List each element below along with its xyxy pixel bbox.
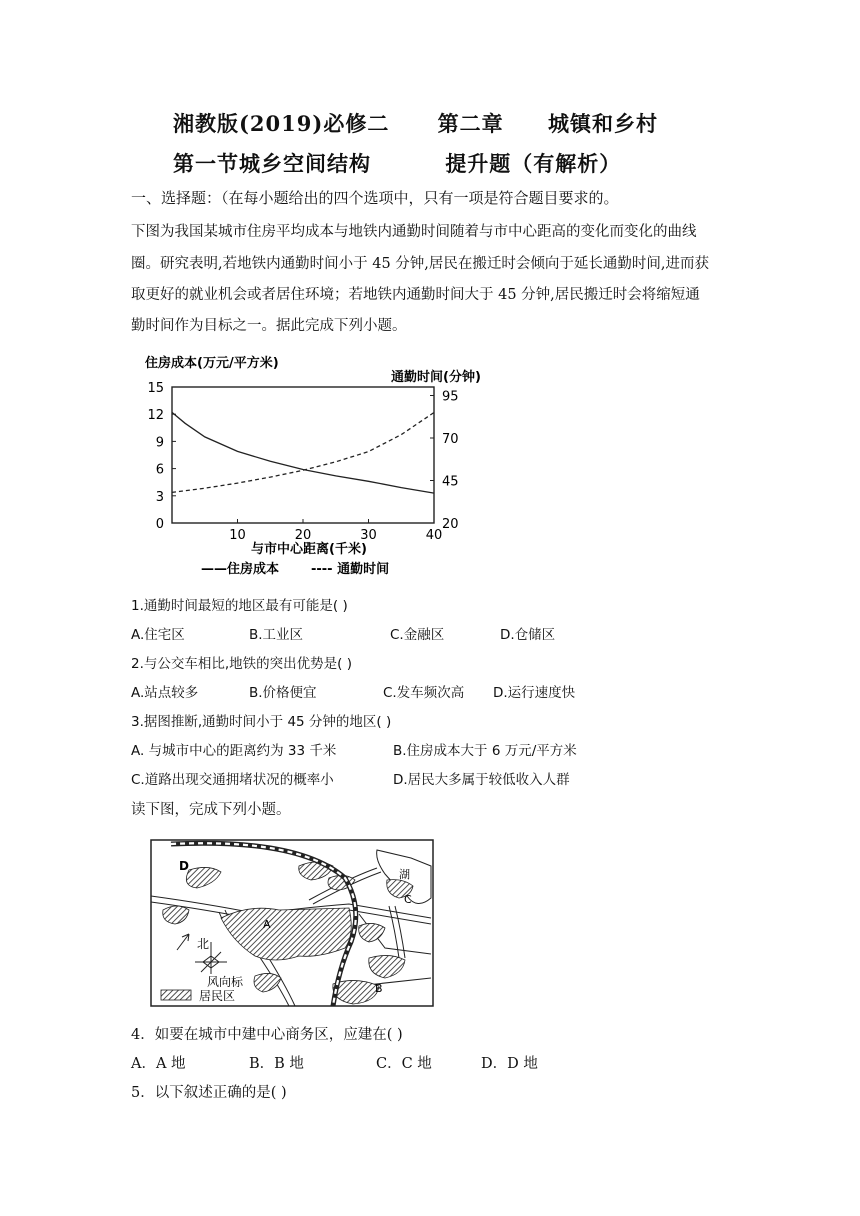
y-right-tick-label: 70 (442, 432, 459, 447)
q1-option-d: D.仓储区 (500, 627, 556, 643)
x-axis-label: 与市中心距离(千米) (251, 542, 367, 557)
x-tick-label: 40 (425, 528, 443, 543)
label-d: D (179, 859, 189, 873)
label-b: B (375, 982, 383, 995)
q5-stem: 5．以下叙述正确的是( ) (131, 1085, 287, 1101)
q1-option-c: C.金融区 (390, 627, 445, 643)
intro-line-4: 勤时间作为目标之一。据此完成下列小题。 (131, 318, 407, 334)
intro-line-2: 圈。研究表明,若地铁内通勤时间小于 45 分钟,居民在搬迁时会倾向于延长通勤时间,进而获 (131, 256, 709, 272)
title-subtitle: 提升题（有解析） (445, 151, 622, 176)
x-tick-label: 30 (360, 528, 377, 543)
intro-line-3: 取更好的就业机会或者居住环境；若地铁内通勤时间大于 45 分钟,居民搬迁时会将缩短通 (131, 287, 700, 303)
title-chapter: 第二章 (437, 111, 504, 136)
q4-option-d: D．D 地 (481, 1056, 538, 1072)
city-map (149, 838, 435, 1010)
line-chart (133, 345, 493, 587)
legend-label: 居民区 (199, 989, 236, 1003)
y-left-tick-label: 12 (147, 408, 164, 424)
q4-option-c: C．C 地 (376, 1056, 432, 1072)
q1-option-b: B.工业区 (249, 627, 304, 643)
y-left-tick-label: 15 (147, 381, 164, 396)
title-book: 湘教版(2019)必修二 (173, 111, 390, 136)
q4-stem: 4．如要在城市中建中心商务区，应建在( ) (131, 1027, 403, 1043)
y-left-tick-label: 0 (155, 517, 164, 532)
y-right-tick-label: 45 (442, 474, 459, 490)
intro-line-1: 下图为我国某城市住房平均成本与地铁内通勤时间随着与市中心距高的变化而变化的曲线 (131, 224, 697, 240)
legend-commute-time: ---- 通勤时间 (311, 562, 390, 577)
label-c: C (404, 893, 412, 906)
q2-option-b: B.价格便宜 (249, 685, 317, 701)
q3-option-d: D.居民大多属于较低收入人群 (393, 772, 570, 788)
q3-option-c: C.道路出现交通拥堵状况的概率小 (131, 772, 334, 788)
label-lake: 湖 (399, 868, 410, 881)
y-right-tick-label: 95 (442, 389, 459, 405)
legend-housing-cost: ——住房成本 (201, 562, 280, 577)
section-heading: 一、选择题：（在每小题给出的四个选项中，只有一项是符合题目要求的。 (131, 189, 619, 207)
x-tick-label: 20 (294, 528, 312, 543)
q4-option-a: A．A 地 (131, 1056, 186, 1072)
wind-rose-label: 风向标 (207, 975, 244, 989)
q2-option-c: C.发车频次高 (383, 685, 465, 701)
q3-option-a: A. 与城市中心的距离约为 33 千米 (131, 743, 337, 759)
y-left-tick-label: 3 (155, 489, 164, 505)
y-right-tick-label: 20 (442, 517, 459, 532)
q2-stem: 2.与公交车相比,地铁的突出优势是( ) (131, 656, 352, 672)
q3-stem: 3.据图推断,通勤时间小于 45 分钟的地区( ) (131, 714, 392, 730)
axis-ticks (147, 381, 458, 543)
read-map-instruction: 读下图，完成下列小题。 (131, 802, 291, 818)
north-label: 北 (197, 937, 210, 951)
q3-option-b: B.住房成本大于 6 万元/平方米 (393, 743, 577, 759)
y-left-tick-label: 6 (155, 462, 164, 478)
y-right-axis-label: 通勤时间(分钟) (391, 370, 481, 385)
y-left-axis-label: 住房成本(万元/平方米) (145, 356, 279, 371)
q2-option-a: A.站点较多 (131, 685, 199, 701)
label-a: A (263, 918, 271, 931)
title-line1 (173, 108, 658, 138)
title-chapter-name: 城镇和乡村 (547, 111, 658, 136)
q1-option-a: A.住宅区 (131, 627, 185, 643)
series-commute-time (172, 413, 434, 493)
q4-option-b: B．B 地 (249, 1056, 304, 1072)
series-housing-cost (172, 412, 434, 493)
title-line2 (173, 148, 621, 178)
q1-stem: 1.通勤时间最短的地区最有可能是( ) (131, 598, 348, 614)
y-left-tick-label: 9 (155, 435, 164, 451)
title-section: 第一节城乡空间结构 (173, 151, 371, 176)
x-tick-label: 10 (229, 528, 246, 543)
legend-swatch (161, 990, 191, 1000)
q2-option-d: D.运行速度快 (493, 685, 576, 701)
plot-frame (172, 387, 434, 523)
